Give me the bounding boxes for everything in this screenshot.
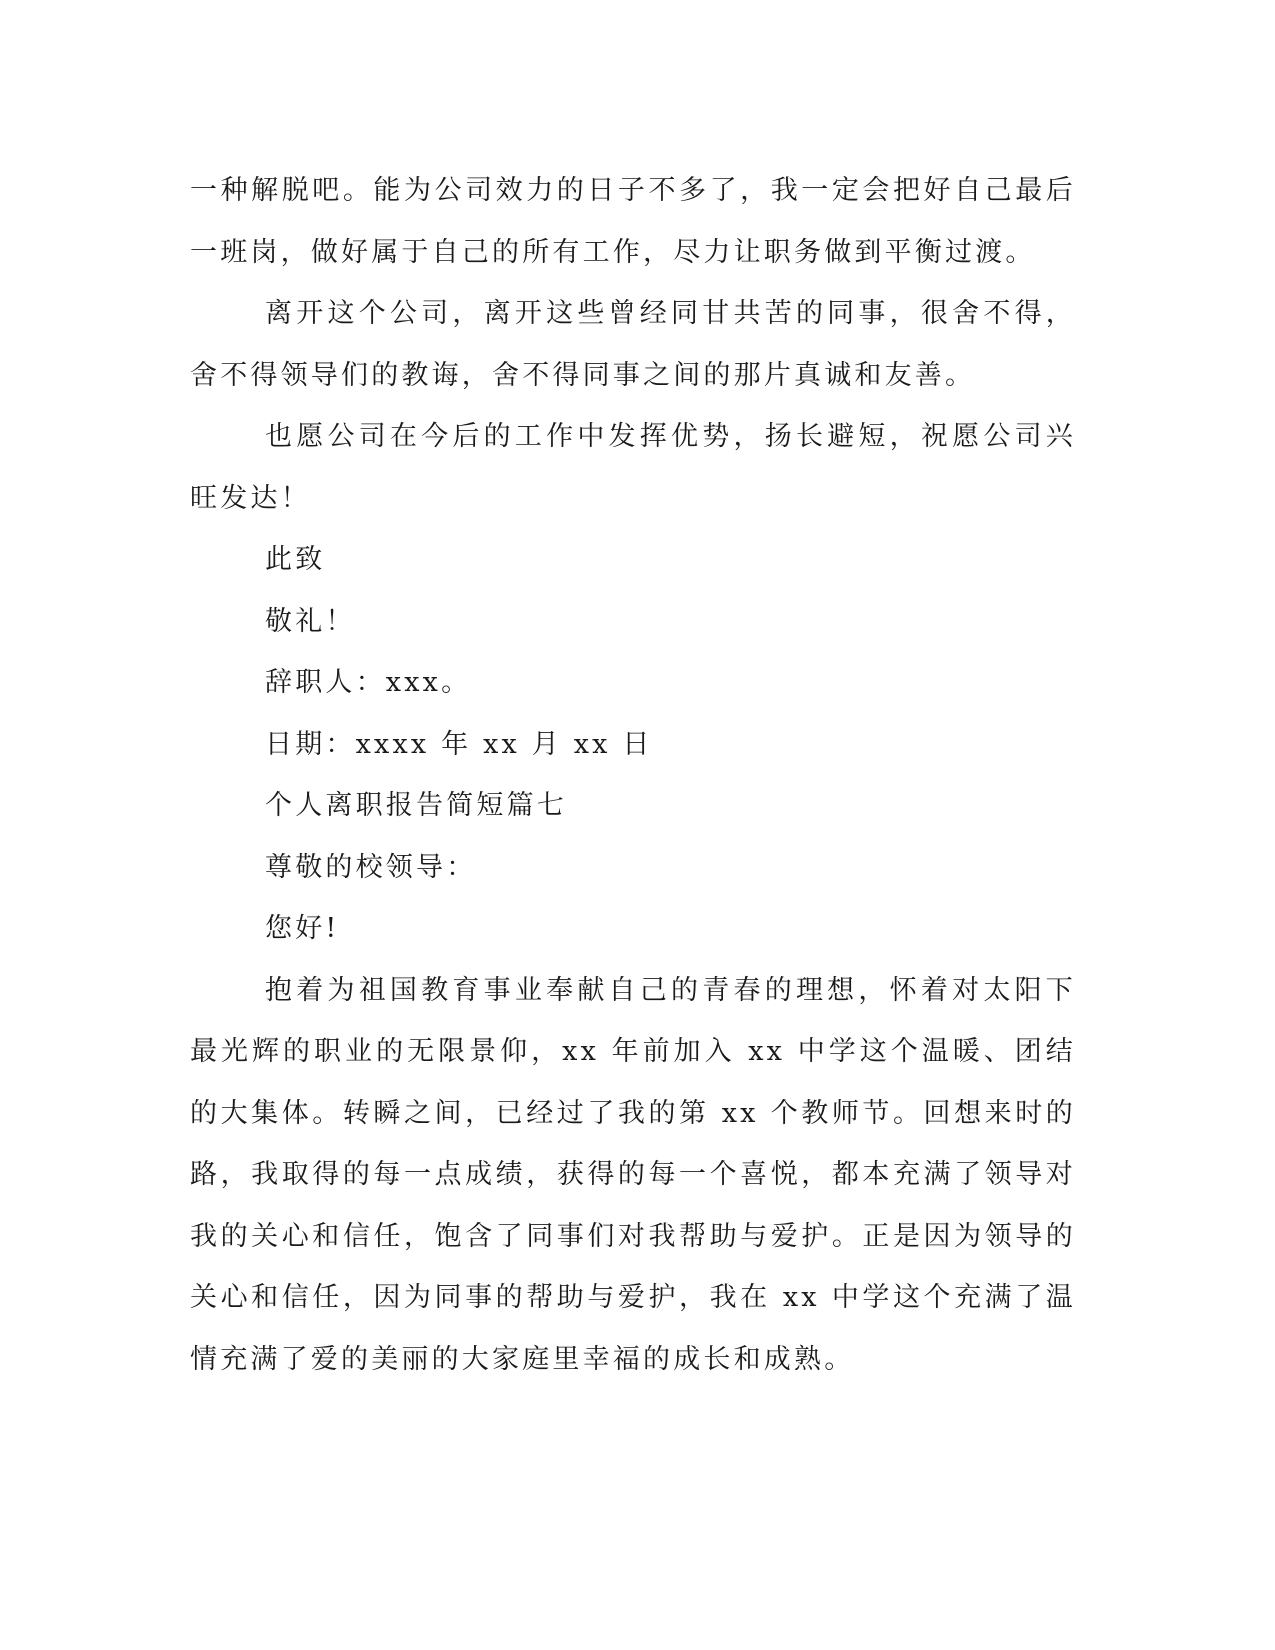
date-line: 日期：xxxx 年 xx 月 xx 日 [265, 728, 653, 760]
greeting-line: 您好! [265, 913, 340, 944]
salute-line: 敬礼！ [265, 605, 356, 637]
paragraph-continuation: 一种解脱吧。能为公司效力的日子不多了，我一定会把好自己最后一班岗，做好属于自己的所有工作，尽力让职务做到平衡过渡。 [190, 175, 1076, 268]
greeting-recipient: 尊敬的校领导： [265, 851, 477, 883]
document-body [190, 160, 1076, 1390]
paragraph-leaving-company: 离开这个公司，离开这些曾经同甘共苦的同事，很舍不得，舍不得领导们的教诲，舍不得同事之间的那片真诚和友善。 [190, 298, 1076, 391]
signer-line: 辞职人：xxx。 [265, 667, 472, 698]
section-title: 个人离职报告简短篇七 [265, 790, 567, 821]
closing-line: 此致 [265, 544, 326, 575]
paragraph-body: 抱着为祖国教育事业奉献自己的青春的理想，怀着对太阳下最光辉的职业的无限景仰，xx 年前加入 xx 中学这个温暖、团结的大集体。转瞬之间，已经过了我的第 xx 个教师节。回想来时的路，我取得的每一点成绩，获得的每一个喜悦，都本充满了领导对我的关心和信任，饱含了同事们对我帮助与爱护。正是因为领导的关心和信任，因为同事的帮助与爱护，我在 xx 中学这个充满了温情充满了爱的美丽的大家庭里幸福的成长和成熟。 [190, 974, 1076, 1375]
paragraph-wishes: 也愿公司在今后的工作中发挥优势，扬长避短，祝愿公司兴旺发达！ [190, 421, 1076, 514]
